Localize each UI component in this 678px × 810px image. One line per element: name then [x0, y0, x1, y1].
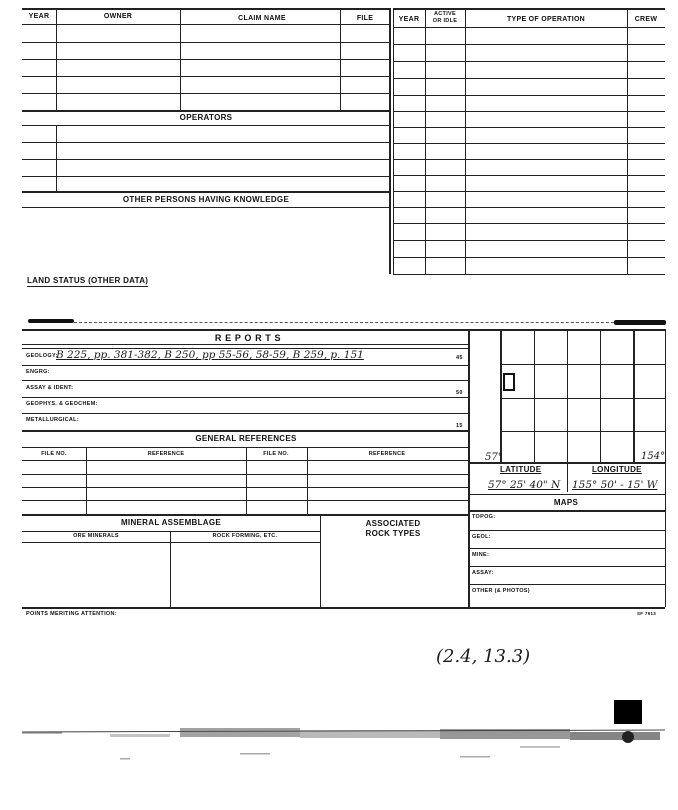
scan-bar-left	[28, 319, 74, 323]
scan-bar-right	[614, 320, 666, 325]
header-file: FILE	[356, 15, 374, 22]
maps-title: MAPS	[553, 498, 579, 507]
col-file-no-1: FILE NO.	[41, 451, 67, 457]
header-year-2: YEAR	[398, 16, 420, 23]
assay-label: ASSAY & IDENT:	[26, 385, 74, 391]
longitude-label: LONGITUDE	[592, 465, 642, 474]
geophys-label: GEOPHYS. & GEOCHEM:	[26, 401, 98, 407]
geology-num: 45	[456, 355, 463, 361]
engrg-label: ENGRG:	[26, 369, 50, 375]
reports-title: R E P O R T S	[214, 333, 282, 343]
maps-topog: TOPOG:	[472, 514, 496, 520]
scan-noise-band	[0, 718, 678, 778]
maps-other: OTHER (& PHOTOS)	[472, 588, 530, 594]
other-persons-heading: OTHER PERSONS HAVING KNOWLEDGE	[122, 195, 290, 204]
ore-minerals-label: ORE MINERALS	[73, 533, 119, 539]
operators-heading: OPERATORS	[179, 113, 233, 122]
header-or-idle: OR IDLE	[432, 18, 458, 24]
header-claim-name: CLAIM NAME	[238, 15, 286, 22]
general-references-title: GENERAL REFERENCES	[195, 434, 297, 443]
land-status-label	[27, 277, 148, 287]
header-type-of-operation: TYPE OF OPERATION	[506, 16, 586, 23]
maps-assay: ASSAY:	[472, 570, 494, 576]
handwritten-note: (2.4, 13.3)	[436, 646, 531, 667]
corner-right: 154°	[641, 451, 666, 462]
claim-marker	[503, 373, 515, 391]
latitude-value: 57° 25' 40" N	[488, 479, 561, 491]
header-crew: CREW	[634, 16, 658, 23]
metallurgical-num: 15	[456, 423, 463, 429]
header-year: YEAR	[28, 13, 50, 20]
rock-forming-label: ROCK FORMING, ETC.	[212, 533, 278, 539]
land-status-text: LAND STATUS	[27, 276, 86, 285]
form-number: SF 7913	[637, 611, 657, 616]
associated-label: ASSOCIATED	[365, 519, 421, 528]
col-file-no-2: FILE NO.	[263, 451, 289, 457]
rock-types-label: ROCK TYPES	[365, 529, 421, 538]
geology-label: GEOLOGY:	[26, 353, 58, 359]
col-reference-1: REFERENCE	[147, 451, 185, 457]
land-status-sub: (OTHER DATA)	[88, 276, 149, 285]
assay-num: 50	[456, 390, 463, 396]
points-meriting-attention: POINTS MERITING ATTENTION:	[26, 611, 117, 617]
longitude-value: 155° 50' - 15' W	[572, 479, 658, 491]
header-active: ACTIVE	[434, 11, 456, 17]
header-owner: OWNER	[103, 13, 133, 20]
maps-mine: MINE:	[472, 552, 490, 558]
mineral-assemblage-title: MINERAL ASSEMBLAGE	[120, 518, 222, 527]
geology-entry: B 225, pp. 381-382, B 250, pp 55-56, 58-59, B 259, p. 151	[56, 349, 364, 361]
metallurgical-label: METALLURGICAL:	[26, 417, 79, 423]
latitude-label: LATITUDE	[500, 465, 542, 474]
maps-geol: GEOL:	[472, 534, 491, 540]
corner-left: 57°	[485, 452, 503, 463]
col-reference-2: REFERENCE	[368, 451, 406, 457]
